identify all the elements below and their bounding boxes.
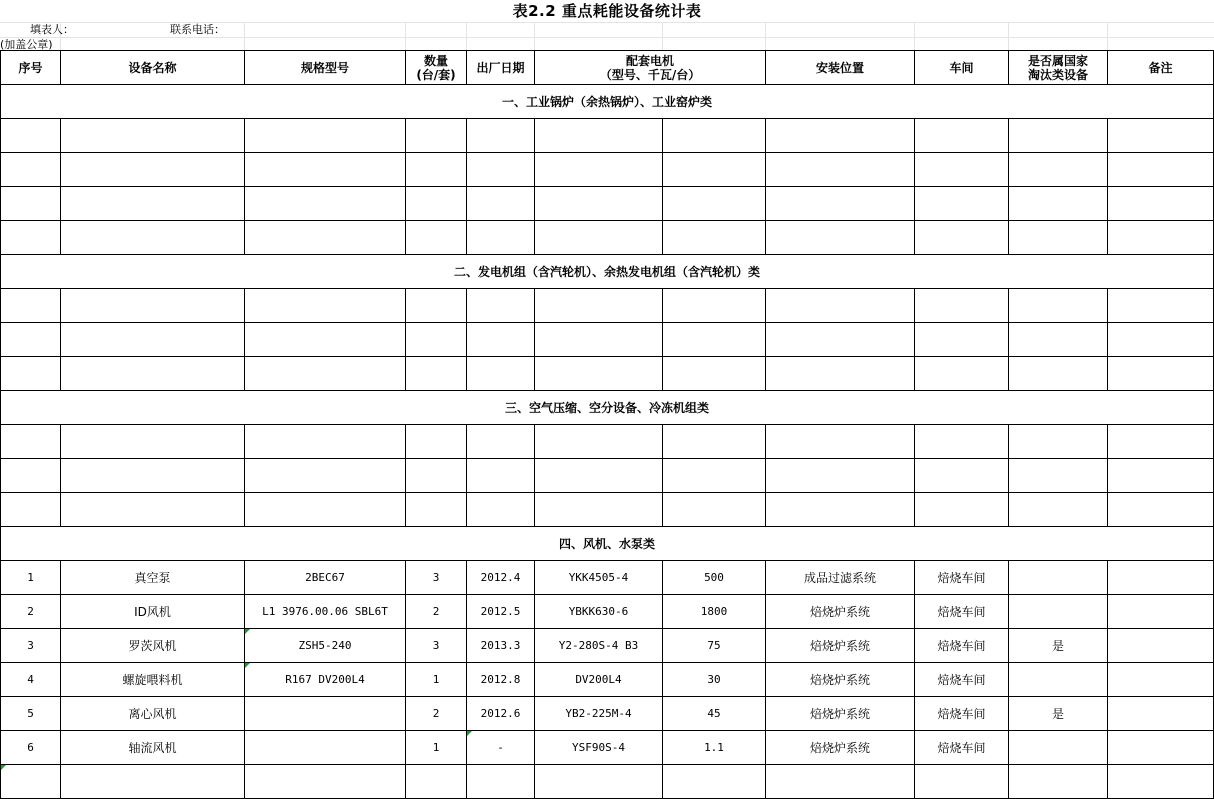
cell-remark[interactable]: [1108, 731, 1214, 765]
cell[interactable]: [766, 323, 915, 357]
section-row: [1, 255, 1214, 289]
cell[interactable]: [663, 493, 766, 527]
cell[interactable]: [1108, 493, 1214, 527]
cell-date[interactable]: 2012.5: [467, 595, 535, 629]
cell[interactable]: [915, 153, 1009, 187]
cell-location[interactable]: 焙烧炉系统: [766, 731, 915, 765]
cell-model[interactable]: [245, 697, 406, 731]
cell-qty[interactable]: 1: [406, 731, 467, 765]
cell[interactable]: [245, 187, 406, 221]
cell[interactable]: [245, 459, 406, 493]
cell[interactable]: [1108, 425, 1214, 459]
section-row: [1, 85, 1214, 119]
section-title-1[interactable]: 一、工业锅炉（余热锅炉）、工业窑炉类: [1, 85, 1214, 119]
cell-qty[interactable]: 2: [406, 595, 467, 629]
header-model[interactable]: 规格型号: [245, 51, 406, 85]
cell-name[interactable]: 离心风机: [61, 697, 245, 731]
cell[interactable]: [467, 323, 535, 357]
cell[interactable]: [915, 493, 1009, 527]
cell-name[interactable]: 螺旋喂料机: [61, 663, 245, 697]
cell-qty[interactable]: 2: [406, 697, 467, 731]
cell[interactable]: [535, 153, 663, 187]
grid-line: [244, 22, 245, 50]
cell[interactable]: [406, 153, 467, 187]
filler-label: 填表人：: [30, 23, 74, 36]
grid-line: [534, 22, 535, 50]
cell[interactable]: [406, 289, 467, 323]
cell-model[interactable]: 2BEC67: [245, 561, 406, 595]
cell-workshop[interactable]: 焙烧车间: [915, 697, 1009, 731]
cell-motor-kw[interactable]: 500: [663, 561, 766, 595]
cell-model[interactable]: ZSH5-240: [245, 629, 406, 663]
cell[interactable]: [663, 289, 766, 323]
cell-workshop[interactable]: 焙烧车间: [915, 663, 1009, 697]
cell[interactable]: [663, 459, 766, 493]
table-row: [1, 561, 1214, 595]
cell-motor-kw[interactable]: 30: [663, 663, 766, 697]
cell-obsolete[interactable]: [1009, 663, 1108, 697]
cell-motor-kw[interactable]: 1.1: [663, 731, 766, 765]
cell[interactable]: [535, 289, 663, 323]
cell[interactable]: [535, 425, 663, 459]
cell-workshop[interactable]: 焙烧车间: [915, 731, 1009, 765]
cell-seq[interactable]: 5: [1, 697, 61, 731]
cell[interactable]: [766, 765, 915, 799]
section-title-4[interactable]: 四、风机、水泵类: [1, 527, 1214, 561]
table-row-empty: [1, 425, 1214, 459]
header-workshop[interactable]: 车间: [915, 51, 1009, 85]
cell[interactable]: [1, 425, 61, 459]
table-row: [1, 595, 1214, 629]
cell[interactable]: [766, 221, 915, 255]
cell[interactable]: [535, 765, 663, 799]
cell[interactable]: [245, 119, 406, 153]
cell[interactable]: [1009, 323, 1108, 357]
cell[interactable]: [1, 221, 61, 255]
cell[interactable]: [245, 357, 406, 391]
cell[interactable]: [766, 289, 915, 323]
cell[interactable]: [1108, 187, 1214, 221]
cell[interactable]: [1, 459, 61, 493]
cell[interactable]: [663, 153, 766, 187]
cell[interactable]: [1108, 119, 1214, 153]
table-row-empty: [1, 187, 1214, 221]
cell[interactable]: [915, 765, 1009, 799]
table-row-empty: [1, 323, 1214, 357]
cell[interactable]: [663, 187, 766, 221]
cell[interactable]: [766, 459, 915, 493]
table-row: [1, 731, 1214, 765]
phone-label: 联系电话：: [170, 23, 225, 36]
cell[interactable]: [1009, 357, 1108, 391]
cell-obsolete[interactable]: [1009, 731, 1108, 765]
cell-name[interactable]: 轴流风机: [61, 731, 245, 765]
table-row-empty: [1, 153, 1214, 187]
table-row: [1, 697, 1214, 731]
cell-remark[interactable]: [1108, 561, 1214, 595]
cell[interactable]: [766, 425, 915, 459]
header-obsolete-line1: 是否属国家: [1028, 53, 1089, 68]
cell-name[interactable]: 真空泵: [61, 561, 245, 595]
cell[interactable]: [406, 187, 467, 221]
cell-seq[interactable]: 6: [1, 731, 61, 765]
header-row: [1, 51, 1214, 85]
cell[interactable]: [1, 323, 61, 357]
header-motor-line1: 配套电机: [626, 53, 675, 68]
cell[interactable]: [61, 289, 245, 323]
cell[interactable]: [766, 493, 915, 527]
cell-model[interactable]: [245, 731, 406, 765]
table-row-empty: [1, 357, 1214, 391]
cell[interactable]: [467, 153, 535, 187]
cell[interactable]: [1, 153, 61, 187]
cell[interactable]: [245, 323, 406, 357]
cell-date[interactable]: 2012.8: [467, 663, 535, 697]
cell-workshop[interactable]: 焙烧车间: [915, 595, 1009, 629]
cell[interactable]: [245, 765, 406, 799]
cell[interactable]: [535, 323, 663, 357]
header-location[interactable]: 安装位置: [766, 51, 915, 85]
section-title-2[interactable]: 二、发电机组（含汽轮机）、余热发电机组（含汽轮机）类: [1, 255, 1214, 289]
cell[interactable]: [535, 187, 663, 221]
cell[interactable]: [535, 119, 663, 153]
cell[interactable]: [406, 425, 467, 459]
header-qty-line1: 数量: [423, 53, 448, 68]
cell-date[interactable]: 2013.3: [467, 629, 535, 663]
cell[interactable]: [1009, 187, 1108, 221]
header-motor[interactable]: [535, 51, 766, 85]
cell[interactable]: [915, 221, 1009, 255]
grid-line: [466, 22, 467, 50]
cell[interactable]: [1, 357, 61, 391]
cell[interactable]: [663, 425, 766, 459]
cell[interactable]: [1009, 289, 1108, 323]
section-row: [1, 391, 1214, 425]
cell[interactable]: [1, 765, 61, 799]
header-name[interactable]: 设备名称: [61, 51, 245, 85]
cell[interactable]: [467, 765, 535, 799]
cell[interactable]: [467, 187, 535, 221]
cell-motor-model[interactable]: YKK4505-4: [535, 561, 663, 595]
header-remark[interactable]: 备注: [1108, 51, 1214, 85]
cell-seq[interactable]: 2: [1, 595, 61, 629]
grid-line: [405, 22, 406, 50]
cell[interactable]: [766, 357, 915, 391]
cell-motor-kw[interactable]: 75: [663, 629, 766, 663]
cell-obsolete[interactable]: 是: [1009, 629, 1108, 663]
cell[interactable]: [61, 323, 245, 357]
cell[interactable]: [61, 221, 245, 255]
cell-motor-kw[interactable]: 45: [663, 697, 766, 731]
cell-qty[interactable]: 3: [406, 629, 467, 663]
cell-location[interactable]: 焙烧炉系统: [766, 629, 915, 663]
seal-label: (加盖公章): [0, 38, 53, 51]
header-motor-line2: （型号、千瓦/台）: [599, 67, 701, 82]
cell[interactable]: [467, 221, 535, 255]
table-row-empty: [1, 119, 1214, 153]
cell-obsolete[interactable]: 是: [1009, 697, 1108, 731]
cell[interactable]: [467, 289, 535, 323]
table-row-partial: [1, 765, 1214, 799]
cell-seq[interactable]: 1: [1, 561, 61, 595]
table-row: [1, 629, 1214, 663]
cell[interactable]: [1009, 459, 1108, 493]
cell[interactable]: [467, 119, 535, 153]
equipment-table: [0, 50, 1214, 799]
cell-motor-model[interactable]: YB2-225M-4: [535, 697, 663, 731]
cell[interactable]: [535, 459, 663, 493]
header-qty-line2: (台/套): [416, 67, 456, 82]
cell[interactable]: [406, 119, 467, 153]
cell[interactable]: [915, 425, 1009, 459]
cell[interactable]: [245, 153, 406, 187]
cell[interactable]: [1108, 765, 1214, 799]
cell[interactable]: [245, 425, 406, 459]
cell[interactable]: [535, 221, 663, 255]
cell[interactable]: [915, 357, 1009, 391]
cell[interactable]: [766, 153, 915, 187]
section-title-3[interactable]: 三、空气压缩、空分设备、冷冻机组类: [1, 391, 1214, 425]
cell[interactable]: [467, 425, 535, 459]
table-row: [1, 663, 1214, 697]
cell[interactable]: [663, 221, 766, 255]
table-row-empty: [1, 221, 1214, 255]
cell[interactable]: [1009, 119, 1108, 153]
cell[interactable]: [406, 323, 467, 357]
table-row-empty: [1, 459, 1214, 493]
cell[interactable]: [61, 119, 245, 153]
header-date[interactable]: 出厂日期: [467, 51, 535, 85]
cell[interactable]: [766, 187, 915, 221]
table-title: 表2.2 重点耗能设备统计表: [512, 2, 702, 20]
cell-motor-model[interactable]: DV200L4: [535, 663, 663, 697]
cell[interactable]: [406, 493, 467, 527]
grid-line: [1008, 22, 1009, 50]
cell[interactable]: [1108, 323, 1214, 357]
cell[interactable]: [915, 323, 1009, 357]
header-obsolete[interactable]: [1009, 51, 1108, 85]
cell-qty[interactable]: 3: [406, 561, 467, 595]
cell[interactable]: [1, 289, 61, 323]
cell[interactable]: [245, 493, 406, 527]
cell[interactable]: [766, 119, 915, 153]
table-row-empty: [1, 289, 1214, 323]
cell[interactable]: [1108, 221, 1214, 255]
header-qty[interactable]: [406, 51, 467, 85]
cell-obsolete[interactable]: [1009, 561, 1108, 595]
cell-location[interactable]: 焙烧炉系统: [766, 595, 915, 629]
cell[interactable]: [1, 119, 61, 153]
cell[interactable]: [663, 357, 766, 391]
cell[interactable]: [1009, 221, 1108, 255]
cell-seq[interactable]: 3: [1, 629, 61, 663]
cell-seq[interactable]: 4: [1, 663, 61, 697]
grid-line: [1107, 22, 1108, 50]
cell-qty[interactable]: 1: [406, 663, 467, 697]
cell-remark[interactable]: [1108, 629, 1214, 663]
cell-motor-model[interactable]: Y2-280S-4 B3: [535, 629, 663, 663]
cell[interactable]: [663, 323, 766, 357]
cell[interactable]: [245, 221, 406, 255]
header-seq[interactable]: 序号: [1, 51, 61, 85]
cell-model[interactable]: R167 DV200L4: [245, 663, 406, 697]
cell[interactable]: [61, 153, 245, 187]
cell[interactable]: [406, 459, 467, 493]
cell-workshop[interactable]: 焙烧车间: [915, 629, 1009, 663]
cell[interactable]: [61, 765, 245, 799]
cell[interactable]: [1108, 357, 1214, 391]
cell[interactable]: [61, 459, 245, 493]
header-obsolete-line2: 淘汰类设备: [1028, 67, 1089, 82]
section-row: [1, 527, 1214, 561]
cell-model[interactable]: L1 3976.00.06 SBL6T: [245, 595, 406, 629]
cell[interactable]: [406, 357, 467, 391]
cell[interactable]: [1009, 153, 1108, 187]
cell-name[interactable]: 罗茨风机: [61, 629, 245, 663]
cell[interactable]: [663, 765, 766, 799]
cell[interactable]: [467, 493, 535, 527]
grid-line: [765, 22, 766, 50]
cell-location[interactable]: 焙烧炉系统: [766, 663, 915, 697]
cell[interactable]: [915, 187, 1009, 221]
cell-workshop[interactable]: 焙烧车间: [915, 561, 1009, 595]
grid-line: [662, 22, 663, 50]
cell[interactable]: [406, 221, 467, 255]
cell[interactable]: [1108, 289, 1214, 323]
cell[interactable]: [915, 119, 1009, 153]
cell-date[interactable]: 2012.6: [467, 697, 535, 731]
cell[interactable]: [915, 459, 1009, 493]
cell[interactable]: [61, 425, 245, 459]
cell-location[interactable]: 成品过滤系统: [766, 561, 915, 595]
cell[interactable]: [406, 765, 467, 799]
cell-remark[interactable]: [1108, 663, 1214, 697]
cell[interactable]: [1009, 493, 1108, 527]
cell[interactable]: [1009, 765, 1108, 799]
cell[interactable]: [663, 119, 766, 153]
cell[interactable]: [61, 357, 245, 391]
cell-motor-model[interactable]: YSF90S-4: [535, 731, 663, 765]
cell-name[interactable]: ID风机: [61, 595, 245, 629]
cell-obsolete[interactable]: [1009, 595, 1108, 629]
cell-remark[interactable]: [1108, 595, 1214, 629]
cell[interactable]: [1108, 459, 1214, 493]
cell[interactable]: [1009, 425, 1108, 459]
cell[interactable]: [535, 493, 663, 527]
cell[interactable]: [245, 289, 406, 323]
cell[interactable]: [1108, 153, 1214, 187]
grid-line: [914, 22, 915, 50]
cell[interactable]: [61, 493, 245, 527]
cell[interactable]: [915, 289, 1009, 323]
table-row-empty: [1, 493, 1214, 527]
cell-motor-model[interactable]: YBKK630-6: [535, 595, 663, 629]
cell-location[interactable]: 焙烧炉系统: [766, 697, 915, 731]
cell[interactable]: [467, 357, 535, 391]
cell[interactable]: [1, 187, 61, 221]
cell-date[interactable]: 2012.4: [467, 561, 535, 595]
cell[interactable]: [1, 493, 61, 527]
cell[interactable]: [61, 187, 245, 221]
cell-motor-kw[interactable]: 1800: [663, 595, 766, 629]
cell[interactable]: [467, 459, 535, 493]
cell[interactable]: [535, 357, 663, 391]
cell-date[interactable]: -: [467, 731, 535, 765]
cell-remark[interactable]: [1108, 697, 1214, 731]
